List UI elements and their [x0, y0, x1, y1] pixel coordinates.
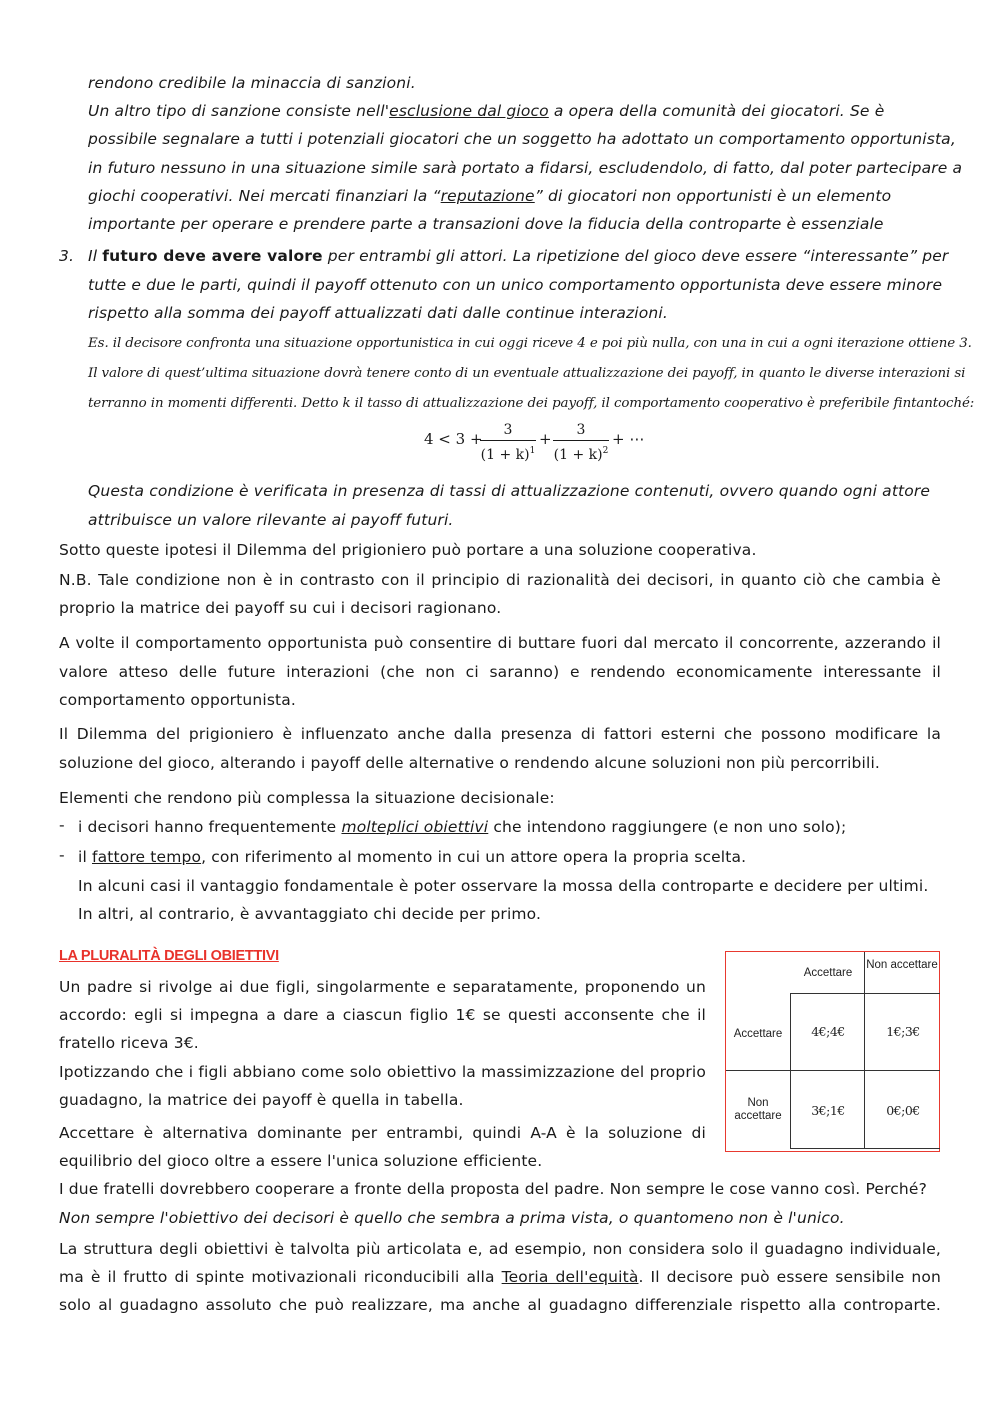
- text-line: [88, 101, 884, 121]
- text-span: Il: [88, 247, 103, 265]
- text-line: comportamento opportunista.: [59, 691, 296, 709]
- text-span: il: [78, 848, 92, 866]
- text-line: [88, 246, 948, 266]
- text-line: attribuisce un valore rilevante ai payoff futuri.: [88, 511, 454, 529]
- text-span: giochi cooperativi. Nei mercati finanziari la “: [88, 187, 441, 205]
- underlined-term: molteplici obiettivi: [341, 818, 489, 836]
- text-line: [59, 1267, 941, 1287]
- text-line: importante per operare e prendere parte a transazioni dove la fiducia della controparte è essenziale: [88, 215, 884, 233]
- text-span: Un altro tipo di sanzione consiste nell': [88, 102, 390, 120]
- text-line: A volte il comportamento opportunista può consentire di buttare fuori dal mercato il concorrente, azzerando il: [59, 634, 941, 652]
- text-line: Elementi che rendono più complessa la situazione decisionale:: [59, 789, 555, 807]
- fraction-bar: [480, 440, 536, 441]
- text-line: [88, 186, 891, 206]
- text-line: tutte e due le parti, quindi il payoff ottenuto con un unico comportamento opportunista deve essere minore: [88, 276, 943, 294]
- text-line: N.B. Tale condizione non è in contrasto con il principio di razionalità dei decisori, in quanto ciò che cambia è: [59, 571, 941, 589]
- text-span: ma è il frutto di spinte motivazionali riconducibili alla: [59, 1268, 502, 1286]
- payoff-cell: 4€;4€: [811, 1024, 845, 1039]
- underlined-term: reputazione: [440, 187, 535, 205]
- text-line: accordo: egli si impegna a dare a ciascun figlio 1€ se questi acconsente che il: [59, 1006, 706, 1024]
- text-span: che intendono raggiungere (e non uno solo);: [488, 818, 847, 836]
- grid-line: [864, 952, 865, 1149]
- text-line: proprio la matrice dei payoff su cui i decisori ragionano.: [59, 599, 502, 617]
- denominator-base: (1 + k): [480, 447, 530, 463]
- text-line: rispetto alla somma dei payoff attualizzati dati dalle continue interazioni.: [88, 304, 668, 322]
- text-line: possibile segnalare a tutti i potenziali giocatori che un soggetto ha adottato un comportamento opportunista,: [88, 130, 956, 148]
- underlined-term: fattore tempo: [92, 848, 202, 866]
- text-span: . Il decisore può essere sensibile non: [638, 1268, 941, 1286]
- payoff-cell: 1€;3€: [886, 1024, 920, 1039]
- denominator-base: (1 + k): [553, 447, 603, 463]
- grid-line: [790, 993, 940, 994]
- text-line: Accettare è alternativa dominante per entrambi, quindi A-A è la soluzione di: [59, 1124, 706, 1142]
- text-line: Questa condizione è verificata in presenza di tassi di attualizzazione contenuti, ovvero quando ogni attore: [88, 482, 931, 500]
- text-line: in futuro nessuno in una situazione simile sarà portato a fidarsi, escludendolo, di fatto, dal poter partecipare a: [88, 159, 963, 177]
- payoff-cell: 3€;1€: [811, 1103, 845, 1118]
- bullet-dash: -: [59, 846, 65, 864]
- row-header: Accettare: [733, 1028, 783, 1040]
- text-line: soluzione del gioco, alterando i payoff delle alternative o rendendo alcune soluzioni non più percorribili.: [59, 754, 880, 772]
- col-header: Non accettare: [866, 959, 938, 971]
- text-line: Non sempre l'obiettivo dei decisori è quello che sembra a prima vista, o quantomeno non è l'unico.: [59, 1209, 845, 1227]
- fraction-1: [480, 421, 536, 463]
- payoff-matrix: [725, 951, 940, 1152]
- fraction-bar: [553, 440, 609, 441]
- text-line: Ipotizzando che i figli abbiano come solo obiettivo la massimizzazione del proprio: [59, 1063, 706, 1081]
- text-line: Il valore di quest’ultima situazione dovrà tenere conto di un eventuale attualizzazione dei payoff, in quanto le diverse interazioni si: [88, 366, 966, 381]
- text-line: valore atteso delle future interazioni (che non ci saranno) e rendendo economicamente interessante il: [59, 663, 941, 681]
- text-line: In alcuni casi il vantaggio fondamentale è poter osservare la mossa della controparte e decidere per ultimi.: [78, 877, 929, 895]
- text-line: terranno in momenti differenti. Detto k il tasso di attualizzazione dei payoff, il comportamento cooperativo è preferibile fintantoché:: [88, 396, 975, 411]
- exponent: 1: [529, 446, 536, 456]
- text-line: I due fratelli dovrebbero cooperare a fronte della proposta del padre. Non sempre le cose vanno così. Perché?: [59, 1180, 927, 1198]
- grid-line: [726, 1070, 940, 1071]
- fraction-denominator: [480, 442, 536, 463]
- text-span: a opera della comunità dei giocatori. Se è: [548, 102, 885, 120]
- text-line: Il Dilemma del prigioniero è influenzato anche dalla presenza di fattori esterni che possono modificare la: [59, 725, 941, 743]
- list-item: [78, 817, 846, 837]
- col-header: Accettare: [803, 967, 853, 979]
- list-number: 3.: [59, 247, 75, 265]
- formula-plus: +: [539, 430, 552, 448]
- grid-line: [790, 1148, 940, 1149]
- grid-line: [790, 993, 791, 1149]
- underlined-term: Teoria dell'equità: [501, 1268, 639, 1286]
- text-line: Un padre si rivolge ai due figli, singolarmente e separatamente, proponendo un: [59, 978, 706, 996]
- fraction-numerator: 3: [503, 422, 513, 438]
- row-header: Non accettare: [734, 1097, 782, 1122]
- text-span: per entrambi gli attori. La ripetizione del gioco deve essere “interessante” per: [322, 247, 949, 265]
- fraction-denominator: [553, 442, 609, 463]
- fraction-2: [553, 421, 609, 463]
- text-span: ” di giocatori non opportunisti è un elemento: [534, 187, 892, 205]
- text-line: Es. il decisore confronta una situazione opportunistica in cui oggi riceve 4 e poi più nulla, con una in cui a ogni iterazione ottiene 3.: [88, 336, 972, 351]
- text-line: Sotto queste ipotesi il Dilemma del prigioniero può portare a una soluzione cooperativa.: [59, 541, 757, 559]
- underlined-term: esclusione dal gioco: [389, 102, 549, 120]
- bold-term: futuro deve avere valore: [102, 247, 323, 265]
- text-line: equilibrio del gioco oltre a essere l'unica soluzione efficiente.: [59, 1152, 543, 1170]
- formula-tail: + ⋯: [612, 430, 645, 448]
- payoff-cell: 0€;0€: [886, 1103, 920, 1118]
- text-line: solo al guadagno assoluto che può realizzare, ma anche al guadagno differenziale rispetto alla controparte.: [59, 1296, 941, 1314]
- list-item: [78, 847, 746, 867]
- exponent: 2: [602, 446, 609, 456]
- text-line: rendono credibile la minaccia di sanzioni.: [88, 74, 416, 92]
- bullet-dash: -: [59, 816, 65, 834]
- text-line: La struttura degli obiettivi è talvolta più articolata e, ad esempio, non considera solo il guadagno individuale,: [59, 1240, 941, 1258]
- text-line: guadagno, la matrice dei payoff è quella in tabella.: [59, 1091, 464, 1109]
- text-line: fratello riceva 3€.: [59, 1034, 199, 1052]
- text-line: In altri, al contrario, è avvantaggiato chi decide per primo.: [78, 905, 542, 923]
- fraction-numerator: 3: [576, 422, 586, 438]
- section-heading: LA PLURALITÀ DEGLI OBIETTIVI: [59, 948, 279, 964]
- text-span: , con riferimento al momento in cui un attore opera la propria scelta.: [201, 848, 747, 866]
- text-span: i decisori hanno frequentemente: [78, 818, 342, 836]
- formula-lhs: 4 < 3 +: [424, 430, 483, 448]
